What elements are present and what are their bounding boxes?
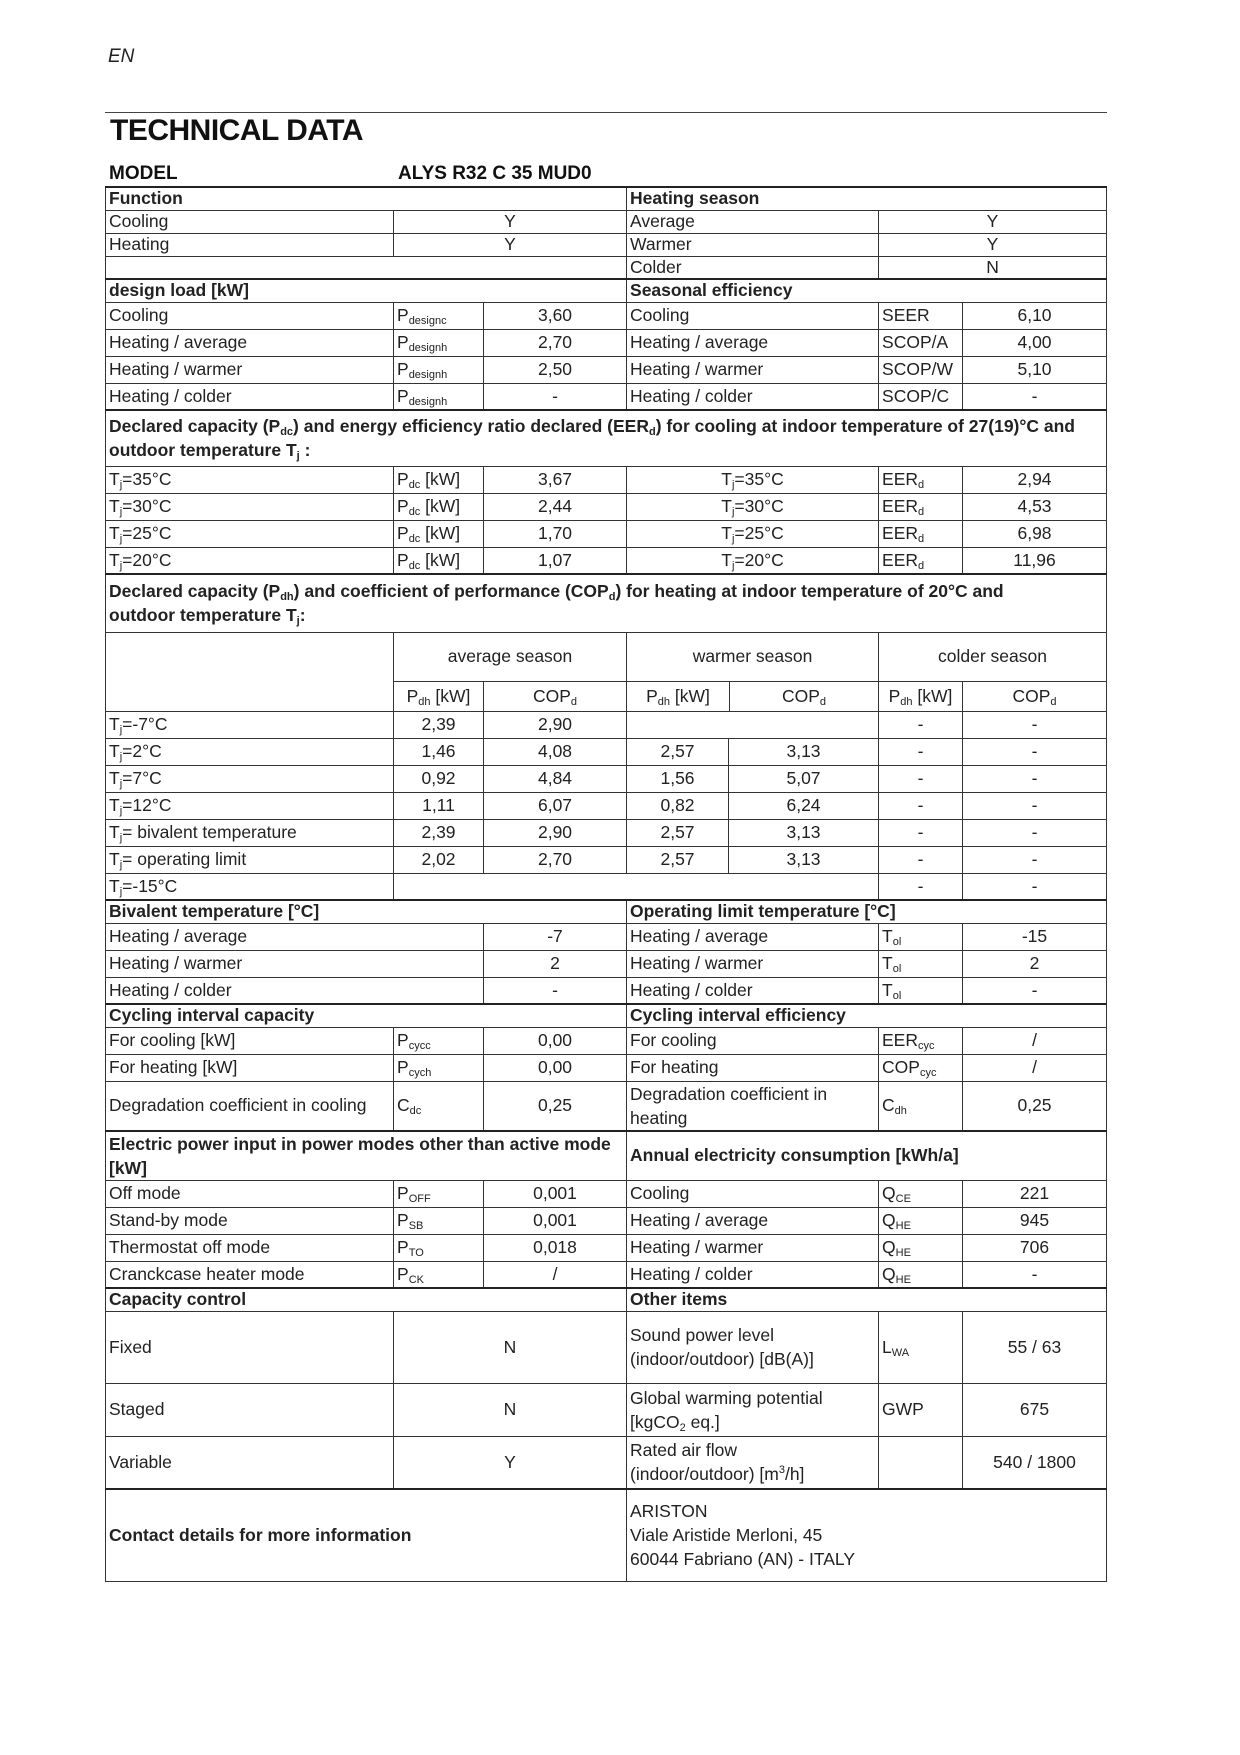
eer-symbol: $EER_d$ <box>879 520 963 547</box>
table-row <box>106 1436 1107 1489</box>
warm-pdh-value: 2,57 <box>627 738 729 765</box>
power-mode-label: Thermostat off mode <box>106 1234 394 1261</box>
power-mode-value: 0,001 <box>484 1207 627 1234</box>
table-row <box>106 1261 1107 1288</box>
warm-pdh-value: 0,82 <box>627 792 729 819</box>
power-mode-symbol: $P_{OFF}$ <box>394 1180 484 1207</box>
power-mode-value: / <box>484 1261 627 1288</box>
table-row <box>106 279 1107 302</box>
cold-pdh-value: - <box>879 792 963 819</box>
table-row <box>106 1004 1107 1027</box>
air-flow-symbol <box>879 1436 963 1489</box>
cycling-efficiency-label: For heating <box>627 1054 879 1081</box>
eer-value: 6,98 <box>963 520 1107 547</box>
efficiency-value: - <box>963 383 1107 410</box>
table-row <box>106 738 1107 765</box>
pdc-symbol: $P_{dc}$ [kW] <box>394 466 484 493</box>
cold-cop-value: - <box>963 819 1107 846</box>
gwp-label: Global warming potential [kgCO$_2$ eq.] <box>627 1383 879 1436</box>
warm-cop-value: 3,13 <box>729 846 879 873</box>
avg-pdh-value: 2,39 <box>394 819 484 846</box>
cold-pdh-value: - <box>879 873 963 900</box>
operating-limit-symbol: $T_{ol}$ <box>879 950 963 977</box>
design-load-label: Heating / warmer <box>106 356 394 383</box>
season-label: Average <box>627 210 879 233</box>
warm-pdh-value: 2,57 <box>627 819 729 846</box>
cold-cop-value: - <box>963 711 1107 738</box>
heating-season-heading: Heating season <box>627 187 1107 210</box>
table-row <box>106 356 1107 383</box>
table-row <box>106 711 1107 738</box>
tj-label: $T_j=20^\circ C$ <box>627 547 879 574</box>
consumption-label: Cooling <box>627 1180 879 1207</box>
cop-header: $COP_d$ <box>484 681 627 711</box>
cold-cop-value: - <box>963 765 1107 792</box>
table-row <box>106 383 1107 410</box>
cycling-capacity-symbol: $P_{cycc}$ <box>394 1027 484 1054</box>
design-load-label: Heating / colder <box>106 383 394 410</box>
avg-pdh-value: 1,11 <box>394 792 484 819</box>
eer-symbol: $EER_d$ <box>879 466 963 493</box>
cycling-efficiency-symbol: $C_{dh}$ <box>879 1081 963 1131</box>
table-row <box>106 873 1107 900</box>
season-value: N <box>879 256 1107 279</box>
efficiency-label: Heating / average <box>627 329 879 356</box>
contact-label: Contact details for more information <box>106 1489 627 1581</box>
power-mode-label: Stand-by mode <box>106 1207 394 1234</box>
season-value: Y <box>879 210 1107 233</box>
warm-pdh-value: 1,56 <box>627 765 729 792</box>
tj-label: $T_j=35^\circ C$ <box>106 466 394 493</box>
cycling-capacity-label: For heating [kW] <box>106 1054 394 1081</box>
tj-label: $T_j=-15^\circ C$ <box>106 873 394 900</box>
function-value: Y <box>394 233 627 256</box>
capacity-control-value: N <box>394 1311 627 1383</box>
bivalent-heading: Bivalent temperature [°C] <box>106 900 627 923</box>
design-load-symbol: $P_{designh}$ <box>394 329 484 356</box>
table-row <box>106 765 1107 792</box>
gwp-symbol: GWP <box>879 1383 963 1436</box>
table-row <box>106 1489 1107 1581</box>
design-load-label: Cooling <box>106 302 394 329</box>
table-row <box>106 1288 1107 1311</box>
tj-label: $T_j=12^\circ C$ <box>106 792 394 819</box>
efficiency-value: 6,10 <box>963 302 1107 329</box>
capacity-control-label: Staged <box>106 1383 394 1436</box>
avg-cop-value: 6,07 <box>484 792 627 819</box>
design-load-symbol: $P_{designc}$ <box>394 302 484 329</box>
warm-pdh-value: 2,57 <box>627 846 729 873</box>
table-row <box>106 410 1107 466</box>
sound-power-symbol: $L_{WA}$ <box>879 1311 963 1383</box>
eer-value: 2,94 <box>963 466 1107 493</box>
language-code: EN <box>108 46 135 67</box>
cycling-capacity-symbol: $P_{cych}$ <box>394 1054 484 1081</box>
eer-value: 11,96 <box>963 547 1107 574</box>
table-row <box>106 1081 1107 1131</box>
pdh-header: $P_{dh}$ [kW] <box>627 682 730 711</box>
season-label: Colder <box>627 256 879 279</box>
table-row <box>106 923 1107 950</box>
bivalent-value: -7 <box>484 923 627 950</box>
capacity-control-value: Y <box>394 1436 627 1489</box>
design-load-value: 2,50 <box>484 356 627 383</box>
table-row <box>106 210 1107 233</box>
avg-cop-value: 2,70 <box>484 846 627 873</box>
table-row <box>106 329 1107 356</box>
tj-label: $T_j=30^\circ C$ <box>627 493 879 520</box>
pdc-symbol: $P_{dc}$ [kW] <box>394 493 484 520</box>
pdc-value: 3,67 <box>484 466 627 493</box>
design-load-value: 3,60 <box>484 302 627 329</box>
tj-label: $T_j=25^\circ C$ <box>106 520 394 547</box>
cycling-capacity-label: Degradation coefficient in cooling <box>106 1081 394 1131</box>
cold-pdh-value: - <box>879 711 963 738</box>
avg-cop-value: 2,90 <box>484 711 627 738</box>
operating-limit-value: -15 <box>963 923 1107 950</box>
design-load-heading: design load [kW] <box>106 279 627 302</box>
operating-limit-heading: Operating limit temperature [°C] <box>627 900 1107 923</box>
empty-cell <box>627 711 879 738</box>
season-header-average: average season <box>394 632 627 681</box>
table-row <box>106 900 1107 923</box>
empty-cell <box>106 256 627 279</box>
cycling-capacity-label: For cooling [kW] <box>106 1027 394 1054</box>
efficiency-label: Heating / warmer <box>627 356 879 383</box>
empty-cell <box>394 873 879 900</box>
efficiency-label: Heating / colder <box>627 383 879 410</box>
cooling-declared-heading: Declared capacity $(P_{dc})$ and energy efficiency ratio declared $(EER_d)$ for cooling at indoor temperature of 27(19)°C and outdoor temperature $T_j$ : <box>106 410 1107 466</box>
table-row <box>106 520 1107 547</box>
table-row <box>106 1207 1107 1234</box>
cold-pdh-value: - <box>879 846 963 873</box>
cycling-capacity-value: 0,00 <box>484 1054 627 1081</box>
annual-consumption-heading: Annual electricity consumption [kWh/a] <box>627 1131 1107 1181</box>
sound-power-label: Sound power level (indoor/outdoor) [dB(A)] <box>627 1311 879 1383</box>
other-items-heading: Other items <box>627 1288 1107 1311</box>
warm-cop-value: 3,13 <box>729 819 879 846</box>
bivalent-value: 2 <box>484 950 627 977</box>
operating-limit-value: 2 <box>963 950 1107 977</box>
contact-details: ARISTON Viale Aristide Merloni, 45 60044 Fabriano (AN) - ITALY <box>627 1489 1107 1581</box>
warmer-sub-header <box>627 681 879 711</box>
cycling-capacity-value: 0,00 <box>484 1027 627 1054</box>
design-load-label: Heating / average <box>106 329 394 356</box>
table-row <box>106 493 1107 520</box>
avg-pdh-value: 0,92 <box>394 765 484 792</box>
cycling-efficiency-symbol: $EER_{cyc}$ <box>879 1027 963 1054</box>
cold-pdh-value: - <box>879 765 963 792</box>
table-row <box>106 1027 1107 1054</box>
consumption-label: Heating / colder <box>627 1261 879 1288</box>
table-row <box>106 1311 1107 1383</box>
function-label: Cooling <box>106 210 394 233</box>
efficiency-symbol: SCOP/C <box>879 383 963 410</box>
tj-label: $T_j=7^\circ C$ <box>106 765 394 792</box>
heating-declared-heading: Declared capacity $(P_{dh})$ and coefficient of performance $(COP_d)$ for heating at indoor temperature of 20°C and outdoor temperature $T_j$: <box>106 574 1107 632</box>
tj-label: $T_j=35^\circ C$ <box>627 466 879 493</box>
season-header-warmer: warmer season <box>627 632 879 681</box>
cycling-efficiency-value: / <box>963 1027 1107 1054</box>
bivalent-label: Heating / colder <box>106 977 484 1004</box>
cold-cop-value: - <box>963 792 1107 819</box>
operating-limit-value: - <box>963 977 1107 1004</box>
capacity-control-heading: Capacity control <box>106 1288 627 1311</box>
tj-label: $T_j=-7^\circ C$ <box>106 711 394 738</box>
table-row <box>106 547 1107 574</box>
technical-data-table <box>105 186 1107 712</box>
season-value: Y <box>879 233 1107 256</box>
tj-label: $T_j=30^\circ C$ <box>106 493 394 520</box>
table-row <box>106 1054 1107 1081</box>
table-row <box>106 632 1107 681</box>
power-mode-symbol: $P_{SB}$ <box>394 1207 484 1234</box>
tj-label: $T_j=20^\circ C$ <box>106 547 394 574</box>
table-row <box>106 977 1107 1004</box>
consumption-symbol: $Q_{CE}$ <box>879 1180 963 1207</box>
sound-power-value: 55 / 63 <box>963 1311 1107 1383</box>
model-value: ALYS R32 C 35 MUD0 <box>398 163 592 184</box>
design-load-value: - <box>484 383 627 410</box>
operating-limit-label: Heating / average <box>627 923 879 950</box>
avg-cop-value: 4,08 <box>484 738 627 765</box>
pdc-value: 1,07 <box>484 547 627 574</box>
consumption-symbol: $Q_{HE}$ <box>879 1207 963 1234</box>
cold-pdh-value: - <box>879 738 963 765</box>
table-row <box>106 792 1107 819</box>
cycling-efficiency-symbol: $COP_{cyc}$ <box>879 1054 963 1081</box>
cycling-efficiency-heading: Cycling interval efficiency <box>627 1004 1107 1027</box>
cold-cop-value: - <box>963 738 1107 765</box>
cycling-efficiency-value: / <box>963 1054 1107 1081</box>
design-load-symbol: $P_{designh}$ <box>394 383 484 410</box>
consumption-value: 221 <box>963 1180 1107 1207</box>
air-flow-label: Rated air flow (indoor/outdoor) $[m^3/h]$ <box>627 1436 879 1489</box>
table-row <box>106 1234 1107 1261</box>
table-row <box>106 574 1107 632</box>
season-label: Warmer <box>627 233 879 256</box>
table-row <box>106 1131 1107 1181</box>
function-heading: Function <box>106 187 627 210</box>
efficiency-label: Cooling <box>627 302 879 329</box>
power-mode-label: Cranckcase heater mode <box>106 1261 394 1288</box>
cycling-efficiency-label: Degradation coefficient in heating <box>627 1081 879 1131</box>
consumption-symbol: $Q_{HE}$ <box>879 1261 963 1288</box>
consumption-value: 945 <box>963 1207 1107 1234</box>
pdc-value: 1,70 <box>484 520 627 547</box>
cold-cop-value: - <box>963 873 1107 900</box>
power-modes-heading: Electric power input in power modes other than active mode [kW] <box>106 1131 627 1181</box>
page-title: TECHNICAL DATA <box>110 114 363 147</box>
tj-label: $T_j=2^\circ C$ <box>106 738 394 765</box>
cycling-capacity-heading: Cycling interval capacity <box>106 1004 627 1027</box>
pdh-header: $P_{dh}$ [kW] <box>879 681 963 711</box>
avg-cop-value: 4,84 <box>484 765 627 792</box>
efficiency-value: 5,10 <box>963 356 1107 383</box>
cycling-capacity-symbol: $C_{dc}$ <box>394 1081 484 1131</box>
tj-label: $T_j=$ bivalent temperature <box>106 819 394 846</box>
avg-pdh-value: 1,46 <box>394 738 484 765</box>
warm-cop-value: 6,24 <box>729 792 879 819</box>
cycling-capacity-value: 0,25 <box>484 1081 627 1131</box>
cop-header: $COP_d$ <box>963 681 1107 711</box>
operating-limit-symbol: $T_{ol}$ <box>879 977 963 1004</box>
operating-limit-label: Heating / warmer <box>627 950 879 977</box>
table-row <box>106 233 1107 256</box>
eer-symbol: $EER_d$ <box>879 493 963 520</box>
tj-label: $T_j=25^\circ C$ <box>627 520 879 547</box>
table-row <box>106 950 1107 977</box>
consumption-value: 706 <box>963 1234 1107 1261</box>
power-mode-symbol: $P_{TO}$ <box>394 1234 484 1261</box>
table-row <box>106 466 1107 493</box>
avg-pdh-value: 2,39 <box>394 711 484 738</box>
operating-limit-label: Heating / colder <box>627 977 879 1004</box>
function-value: Y <box>394 210 627 233</box>
header-divider <box>105 112 1107 113</box>
design-load-symbol: $P_{designh}$ <box>394 356 484 383</box>
efficiency-symbol: SCOP/A <box>879 329 963 356</box>
eer-value: 4,53 <box>963 493 1107 520</box>
pdc-symbol: $P_{dc}$ [kW] <box>394 547 484 574</box>
warm-cop-value: 3,13 <box>729 738 879 765</box>
capacity-control-label: Variable <box>106 1436 394 1489</box>
pdh-header: $P_{dh}$ [kW] <box>394 681 484 711</box>
efficiency-symbol: SEER <box>879 302 963 329</box>
gwp-value: 675 <box>963 1383 1107 1436</box>
air-flow-value: 540 / 1800 <box>963 1436 1107 1489</box>
table-row <box>106 302 1107 329</box>
capacity-control-label: Fixed <box>106 1311 394 1383</box>
table-row <box>106 819 1107 846</box>
capacity-control-value: N <box>394 1383 627 1436</box>
efficiency-symbol: SCOP/W <box>879 356 963 383</box>
avg-pdh-value: 2,02 <box>394 846 484 873</box>
power-mode-symbol: $P_{CK}$ <box>394 1261 484 1288</box>
eer-symbol: $EER_d$ <box>879 547 963 574</box>
design-load-value: 2,70 <box>484 329 627 356</box>
tj-label: $T_j=$ operating limit <box>106 846 394 873</box>
cop-header: $COP_d$ <box>781 685 827 708</box>
table-row <box>106 1180 1107 1207</box>
avg-cop-value: 2,90 <box>484 819 627 846</box>
function-label: Heating <box>106 233 394 256</box>
bivalent-label: Heating / average <box>106 923 484 950</box>
efficiency-value: 4,00 <box>963 329 1107 356</box>
table-row <box>106 187 1107 210</box>
season-header-colder: colder season <box>879 632 1107 681</box>
power-mode-value: 0,018 <box>484 1234 627 1261</box>
operating-limit-symbol: $T_{ol}$ <box>879 923 963 950</box>
power-mode-value: 0,001 <box>484 1180 627 1207</box>
table-row <box>106 256 1107 279</box>
warm-cop-value: 5,07 <box>729 765 879 792</box>
technical-data-table-continued <box>105 711 1107 1582</box>
seasonal-efficiency-heading: Seasonal efficiency <box>627 279 1107 302</box>
bivalent-label: Heating / warmer <box>106 950 484 977</box>
bivalent-value: - <box>484 977 627 1004</box>
model-label: MODEL <box>109 163 178 184</box>
cycling-efficiency-label: For cooling <box>627 1027 879 1054</box>
table-row <box>106 1383 1107 1436</box>
power-mode-label: Off mode <box>106 1180 394 1207</box>
consumption-value: - <box>963 1261 1107 1288</box>
pdc-value: 2,44 <box>484 493 627 520</box>
table-row <box>106 846 1107 873</box>
empty-cell <box>106 632 394 711</box>
pdc-symbol: $P_{dc}$ [kW] <box>394 520 484 547</box>
consumption-label: Heating / average <box>627 1207 879 1234</box>
cold-cop-value: - <box>963 846 1107 873</box>
consumption-symbol: $Q_{HE}$ <box>879 1234 963 1261</box>
consumption-label: Heating / warmer <box>627 1234 879 1261</box>
cold-pdh-value: - <box>879 819 963 846</box>
cycling-efficiency-value: 0,25 <box>963 1081 1107 1131</box>
